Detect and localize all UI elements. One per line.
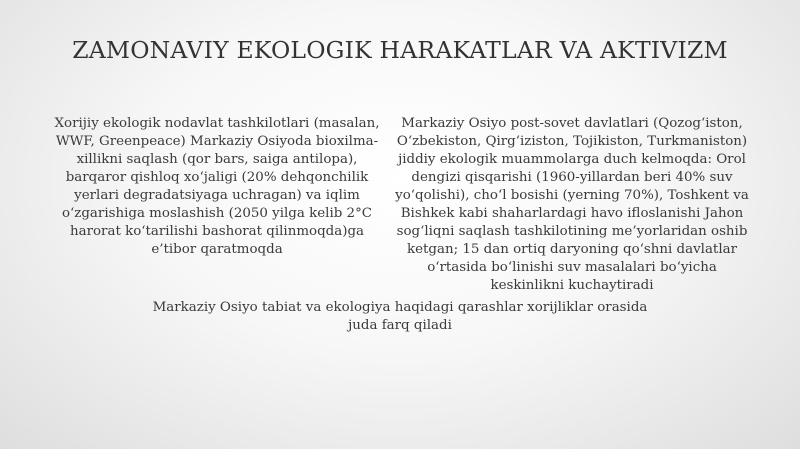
left-text-column: Xorijiy ekologik nodavlat tashkilotlari (masalan, WWF, Greenpeace) Markaziy Osiyoda bioxilma-xillikni saqlash (qor bars, saiga antilopa), barqaror qishloq xo‘jaligi (20% dehqonchilik yerlari degradatsiyaga uchragan) va iqlim o‘zgarishiga moslashish (2050 yilga kelib 2°C harorat ko‘tarilishi bashorat qilinmoqda)ga e’tibor qaratmoqda — [54, 116, 380, 257]
bottom-note-text: Markaziy Osiyo tabiat va ekologiya haqidagi qarashlar xorijliklar orasida juda farq qiladi — [152, 300, 648, 333]
right-text-column: Markaziy Osiyo post-sovet davlatlari (Qozog‘iston, O‘zbekiston, Qirg‘iziston, Tojikiston, Turkmaniston) jiddiy ekologik muammolarga duch kelmoqda: Orol dengizi qisqarishi (1960-yillardan beri 40% suv yo‘qolishi), cho‘l bosishi (yerning 70%), Toshkent va Bishkek kabi shaharlardagi havo ifloslanishi Jahon sog‘liqni saqlash tashkilotining me’yorlaridan oshib ketgan; 15 dan ortiq daryoning qo‘shni davlatlar o‘rtasida bo‘linishi suv masalalari bo‘yicha keskinlikni kuchaytiradi — [395, 116, 749, 293]
slide-title: ZAMONAVIY EKOLOGIK HARAKATLAR VA AKTIVIZM — [72, 36, 728, 64]
